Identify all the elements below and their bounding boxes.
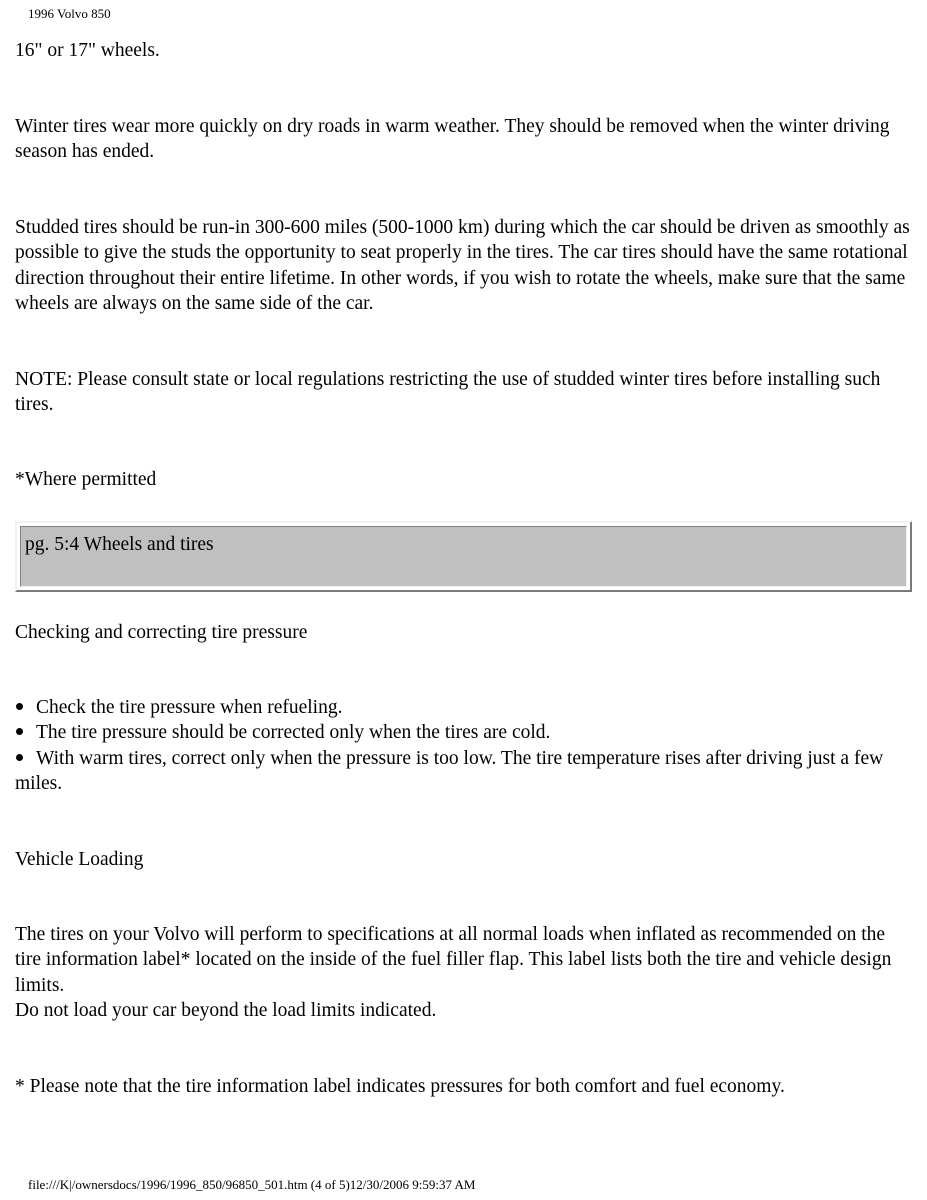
wheels-size-text: 16" or 17" wheels. [15,40,160,61]
page-section-box-inner [20,526,907,587]
bullet-icon [16,754,23,761]
list-item [15,695,915,720]
page-section-label: pg. 5:4 Wheels and tires [25,534,214,555]
load-limits-text: Do not load your car beyond the load limits indicated. [15,1000,437,1021]
tire-label-note: * Please note that the tire information label indicates pressures for both comfort and fuel economy. [15,1076,785,1097]
page-section-box [15,521,912,592]
where-permitted-footnote: *Where permitted [15,469,157,490]
file-path-footer: file:///K|/ownersdocs/1996/1996_850/96850_501.htm (4 of 5)12/30/2006 9:59:37 AM [28,1177,476,1192]
document-header: 1996 Volvo 850 [28,6,111,21]
studded-tires-note: NOTE: Please consult state or local regulations restricting the use of studded winter tires before installing such tires. [15,369,881,416]
list-item [15,746,915,797]
list-item-text: Check the tire pressure when refueling. [36,697,343,718]
vehicle-loading-paragraph: The tires on your Volvo will perform to specifications at all normal loads when inflated as recommended on the tire information label* located on the inside of the fuel filler flap. This label lists both the tire and vehicle design limits. [15,924,892,996]
winter-tires-paragraph: Winter tires wear more quickly on dry roads in warm weather. They should be removed when the winter driving season has ended. [15,116,890,163]
list-item-text: The tire pressure should be corrected only when the tires are cold. [36,722,551,744]
studded-tires-paragraph: Studded tires should be run-in 300-600 miles (500-1000 km) during which the car should be driven as smoothly as possible to give the studs the opportunity to seat properly in the tires. The car tires should have the same rotational direction throughout their entire lifetime. In other words, if you wish to rotate the wheels, make sure that the same wheels are always on the same side of the car. [15,217,910,315]
tire-pressure-list [15,695,915,797]
bullet-icon [16,728,23,735]
vehicle-loading-heading: Vehicle Loading [15,849,144,870]
tire-pressure-heading: Checking and correcting tire pressure [15,622,308,643]
list-item-text: With warm tires, correct only when the pressure is too low. The tire temperature rises after driving just a few miles. [15,747,884,795]
bullet-icon [16,703,23,710]
list-item [15,720,915,745]
